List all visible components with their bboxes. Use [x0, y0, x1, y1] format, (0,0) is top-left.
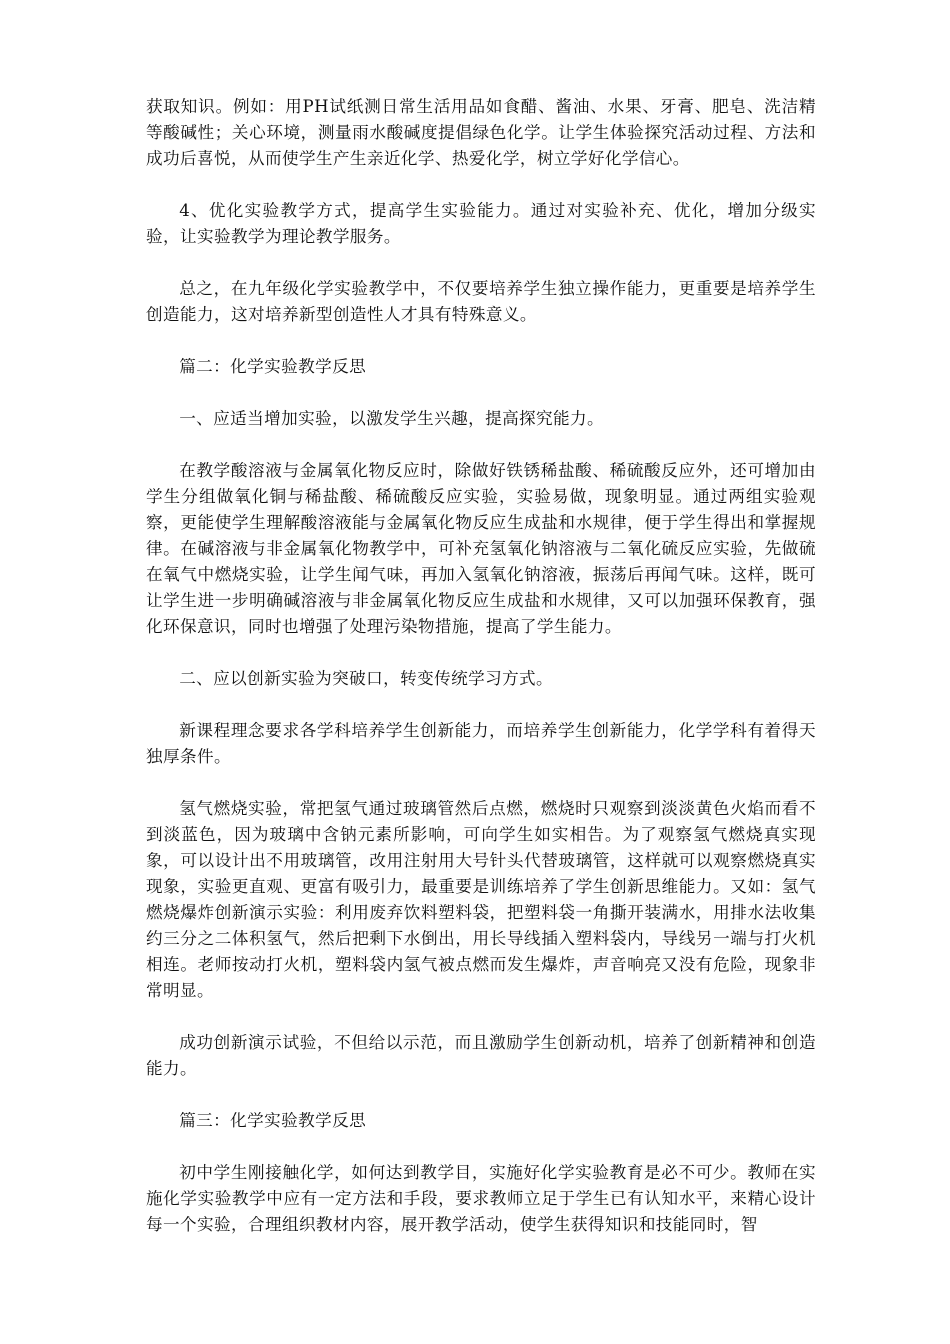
subheading-1: 一、应适当增加实验，以激发学生兴趣，提高探究能力。: [179, 409, 605, 428]
paragraph-acid-base-experiments: 在教学酸溶液与金属氧化物反应时，除做好铁锈稀盐酸、稀硫酸反应外，还可增加由学生分组做氧化铜与稀盐酸、稀硫酸反应实验，实验易做，现象明显。通过两组实验观察，更能使学生理解酸溶液能与金属氧化物反应生成盐和水规律，便于学生得出和掌握规律。在碱溶液与非金属氧化物教学中，可补充氢氧化钠溶液与二氧化硫反应实验，先做硫在氧气中燃烧实验，让学生闻气味，再加入氢氧化钠溶液，振荡后再闻气味。这样，既可让学生进一步明确碱溶液与非金属氧化物反应生成盐和水规律，又可以加强环保教育，强化环保意识，同时也增强了处理污染物措施，提高了学生能力。: [146, 461, 816, 636]
subheading-2: 二、应以创新实验为突破口，转变传统学习方式。: [179, 669, 554, 688]
paragraph-intro-continuation: 获取知识。例如：用PH试纸测日常生活用品如食醋、酱油、水果、牙膏、肥皂、洗洁精等酸碱性；关心环境，测量雨水酸碱度提倡绿色化学。让学生体验探究活动过程、方法和成功后喜悦，从而使学生产生亲近化学、热爱化学，树立学好化学信心。: [146, 97, 816, 168]
paragraph-point-4: 4、优化实验教学方式，提高学生实验能力。通过对实验补充、优化，增加分级实验，让实验教学为理论教学服务。: [146, 201, 816, 246]
paragraph-summary: 总之，在九年级化学实验教学中，不仅要培养学生独立操作能力，更重要是培养学生创造能力，这对培养新型创造性人才具有特殊意义。: [146, 279, 816, 324]
section-heading-part-3: 篇三：化学实验教学反思: [179, 1111, 367, 1130]
section-heading-part-2: 篇二：化学实验教学反思: [179, 357, 367, 376]
paragraph-new-curriculum: 新课程理念要求各学科培养学生创新能力，而培养学生创新能力，化学学科有着得天独厚条件。: [146, 721, 816, 766]
paragraph-hydrogen-experiments: 氢气燃烧实验，常把氢气通过玻璃管然后点燃，燃烧时只观察到淡淡黄色火焰而看不到淡蓝色，因为玻璃中含钠元素所影响，可向学生如实相告。为了观察氢气燃烧真实现象，可以设计出不用玻璃管，改用注射用大号针头代替玻璃管，这样就可以观察燃烧真实现象，实验更直观、更富有吸引力，最重要是训练培养了学生创新思维能力。又如：氢气燃烧爆炸创新演示实验：利用废弃饮料塑料袋，把塑料袋一角撕开装满水，用排水法收集约三分之二体积氢气，然后把剩下水倒出，用长导线插入塑料袋内，导线另一端与打火机相连。老师按动打火机，塑料袋内氢气被点燃而发生爆炸，声音响亮又没有危险，现象非常明显。: [146, 799, 816, 1000]
paragraph-junior-students: 初中学生刚接触化学，如何达到教学目，实施好化学实验教育是必不可少。教师在实施化学实验教学中应有一定方法和手段，要求教师立足于学生已有认知水平，来精心设计每一个实验，合理组织教材内容，展开教学活动，使学生获得知识和技能同时，智: [146, 1163, 816, 1234]
document-page: [146, 94, 816, 1238]
paragraph-innovation-result: 成功创新演示试验，不但给以示范，而且激励学生创新动机，培养了创新精神和创造能力。: [146, 1033, 816, 1078]
